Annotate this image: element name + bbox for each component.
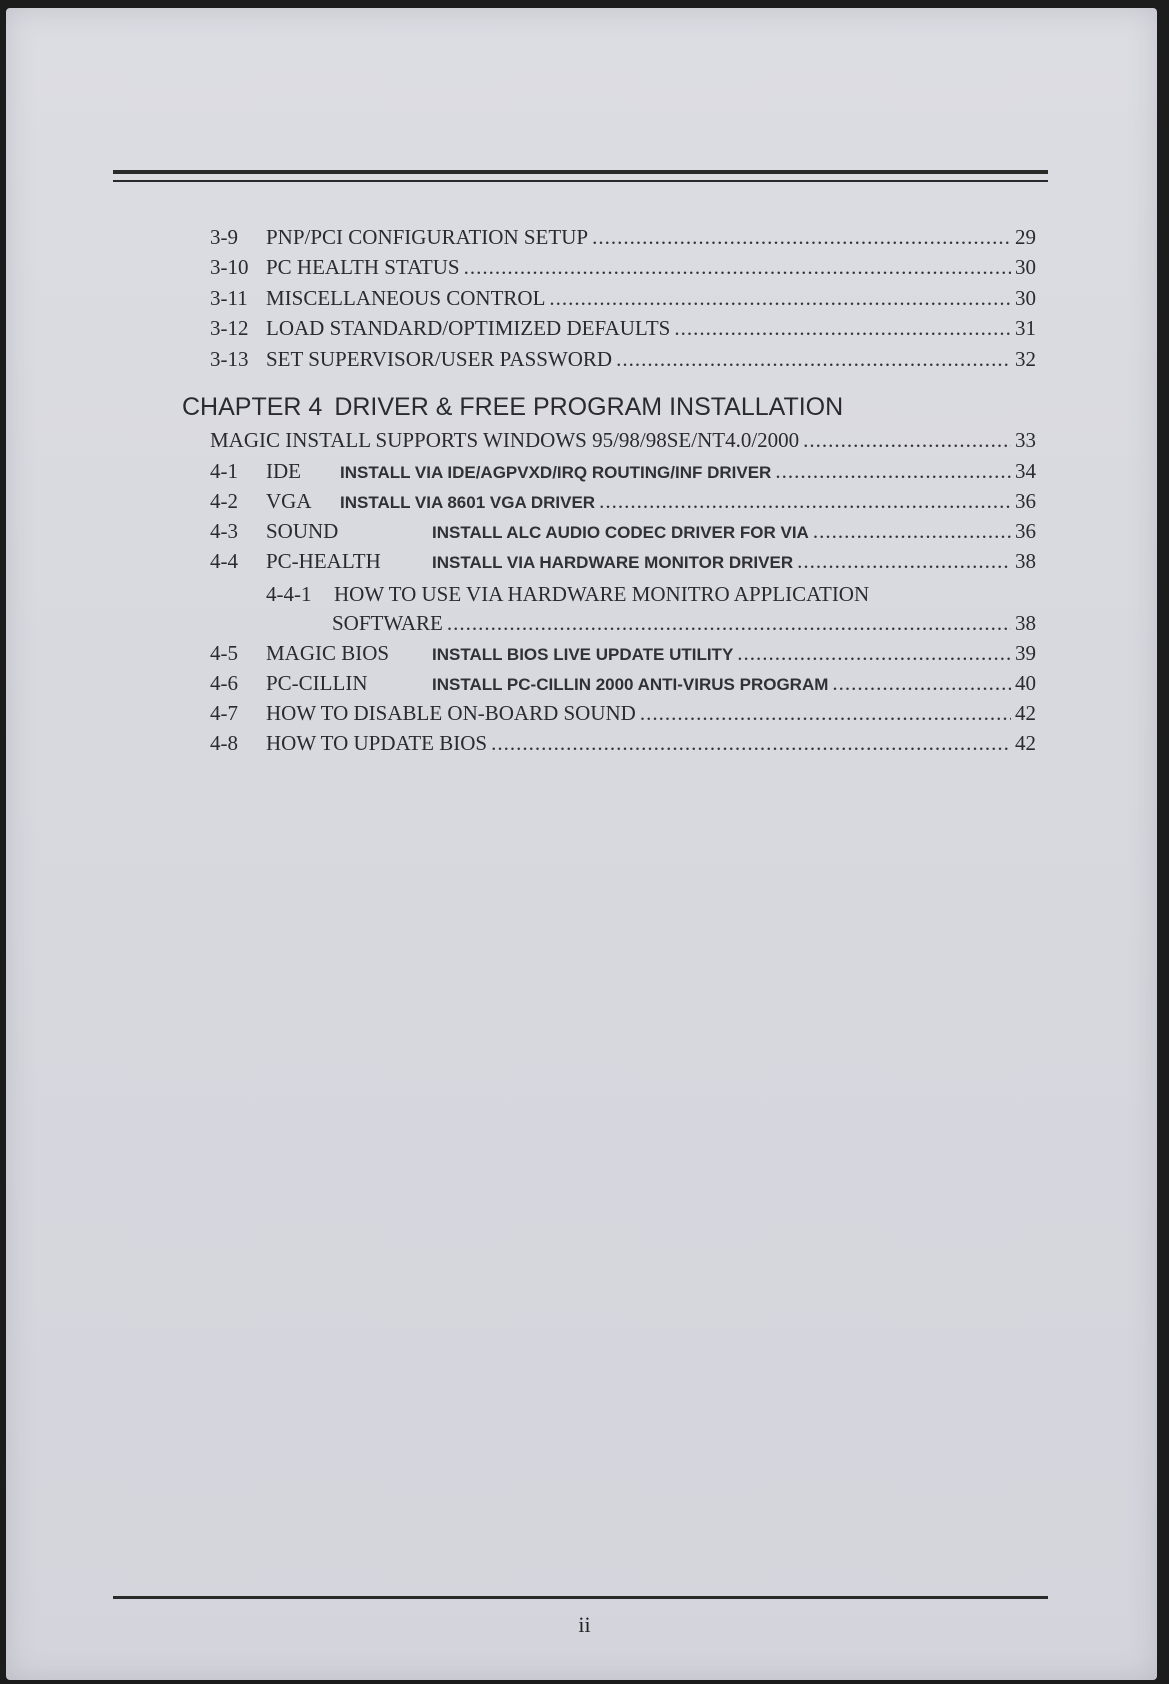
entry-title: HOW TO DISABLE ON-BOARD SOUND — [266, 701, 636, 725]
entry-number: 4-3 — [210, 519, 238, 543]
entry-number: 4-2 — [210, 489, 238, 513]
dot-leader — [797, 549, 1011, 574]
toc-entry — [210, 519, 1036, 549]
entry-page: 39 — [1015, 641, 1036, 665]
dot-leader — [592, 225, 1011, 250]
entry-page: 34 — [1015, 459, 1036, 483]
chapter-title: DRIVER & FREE PROGRAM INSTALLATION — [334, 393, 844, 421]
entry-number: 4-4-1 — [266, 582, 312, 606]
dot-leader — [674, 316, 1011, 341]
toc-entry — [332, 611, 1036, 641]
dot-leader — [737, 641, 1011, 666]
toc-entry — [210, 641, 1036, 671]
entry-number: 3-10 — [210, 255, 249, 279]
entry-page: 30 — [1015, 255, 1036, 279]
toc-entry — [210, 255, 1036, 285]
dot-leader — [640, 701, 1011, 726]
entry-page: 36 — [1015, 489, 1036, 513]
dot-leader — [803, 428, 1011, 453]
entry-title: PC-CILLIN — [266, 671, 368, 695]
entry-subtitle: INSTALL VIA 8601 VGA DRIVER — [340, 493, 596, 512]
entry-number: 4-5 — [210, 641, 238, 665]
dot-leader — [775, 459, 1011, 484]
entry-number: 3-9 — [210, 225, 238, 249]
entry-subtitle: INSTALL BIOS LIVE UPDATE UTILITY — [432, 645, 734, 664]
entry-title: PC-HEALTH — [266, 549, 381, 573]
entry-title: PC HEALTH STATUS — [266, 255, 460, 279]
dot-leader — [832, 671, 1011, 696]
dot-leader — [447, 611, 1011, 636]
toc-entry — [210, 459, 1036, 489]
entry-number: 3-12 — [210, 316, 249, 340]
entry-title: VGA — [266, 489, 312, 513]
entry-page: 32 — [1015, 347, 1036, 371]
entry-subtitle: INSTALL ALC AUDIO CODEC DRIVER FOR VIA — [432, 523, 809, 542]
toc-entry — [210, 549, 1036, 579]
dot-leader — [599, 489, 1011, 514]
entry-page: 33 — [1015, 428, 1036, 452]
dot-leader — [616, 347, 1011, 372]
dot-leader — [549, 286, 1011, 311]
toc-entry — [210, 731, 1036, 761]
entry-number: 3-11 — [210, 286, 248, 310]
toc-entry — [210, 286, 1036, 316]
entry-page: 40 — [1015, 671, 1036, 695]
entry-subtitle: INSTALL PC-CILLIN 2000 ANTI-VIRUS PROGRAM — [432, 675, 829, 694]
entry-page: 42 — [1015, 701, 1036, 725]
entry-title: PNP/PCI CONFIGURATION SETUP — [266, 225, 589, 249]
entry-subtitle: INSTALL VIA IDE/AGPVXD/IRQ ROUTING/INF DRIVER — [340, 463, 772, 482]
entry-page: 36 — [1015, 519, 1036, 543]
entry-number: 3-13 — [210, 347, 249, 371]
entry-title: LOAD STANDARD/OPTIMIZED DEFAULTS — [266, 316, 671, 340]
dot-leader — [464, 255, 1011, 280]
chapter-label: CHAPTER 4 — [182, 393, 323, 421]
entry-title: HOW TO USE VIA HARDWARE MONITRO APPLICATION — [334, 582, 870, 606]
entry-number: 4-4 — [210, 549, 238, 573]
entry-title-continued: SOFTWARE — [332, 611, 443, 635]
entry-page: 31 — [1015, 316, 1036, 340]
entry-title: HOW TO UPDATE BIOS — [266, 731, 488, 755]
dot-leader — [491, 731, 1011, 756]
bottom-rule — [113, 1596, 1048, 1599]
entry-number: 4-1 — [210, 459, 238, 483]
toc-entry — [210, 316, 1036, 346]
entry-title: MISCELLANEOUS CONTROL — [266, 286, 546, 310]
page-number: ii — [578, 1612, 591, 1637]
entry-page: 30 — [1015, 286, 1036, 310]
entry-title: SET SUPERVISOR/USER PASSWORD — [266, 347, 613, 371]
toc-subentry — [266, 582, 869, 607]
dot-leader — [813, 519, 1011, 544]
entry-number: 4-6 — [210, 671, 238, 695]
entry-number: 4-7 — [210, 701, 238, 725]
toc-entry — [210, 489, 1036, 519]
toc-entry — [210, 701, 1036, 731]
chapter-heading — [182, 393, 843, 422]
entry-page: 38 — [1015, 549, 1036, 573]
entry-page: 38 — [1015, 611, 1036, 635]
entry-title: SOUND — [266, 519, 339, 543]
entry-title: IDE — [266, 459, 301, 483]
toc-entry — [210, 671, 1036, 701]
toc-entry — [210, 225, 1036, 255]
toc-entry — [210, 428, 1036, 458]
entry-page: 42 — [1015, 731, 1036, 755]
entry-number: 4-8 — [210, 731, 238, 755]
entry-title: MAGIC INSTALL SUPPORTS WINDOWS 95/98/98SE/NT4.0/2000 — [210, 428, 800, 452]
entry-title: MAGIC BIOS — [266, 641, 390, 665]
toc-entry — [210, 347, 1036, 377]
entry-subtitle: INSTALL VIA HARDWARE MONITOR DRIVER — [432, 553, 794, 572]
entry-page: 29 — [1015, 225, 1036, 249]
